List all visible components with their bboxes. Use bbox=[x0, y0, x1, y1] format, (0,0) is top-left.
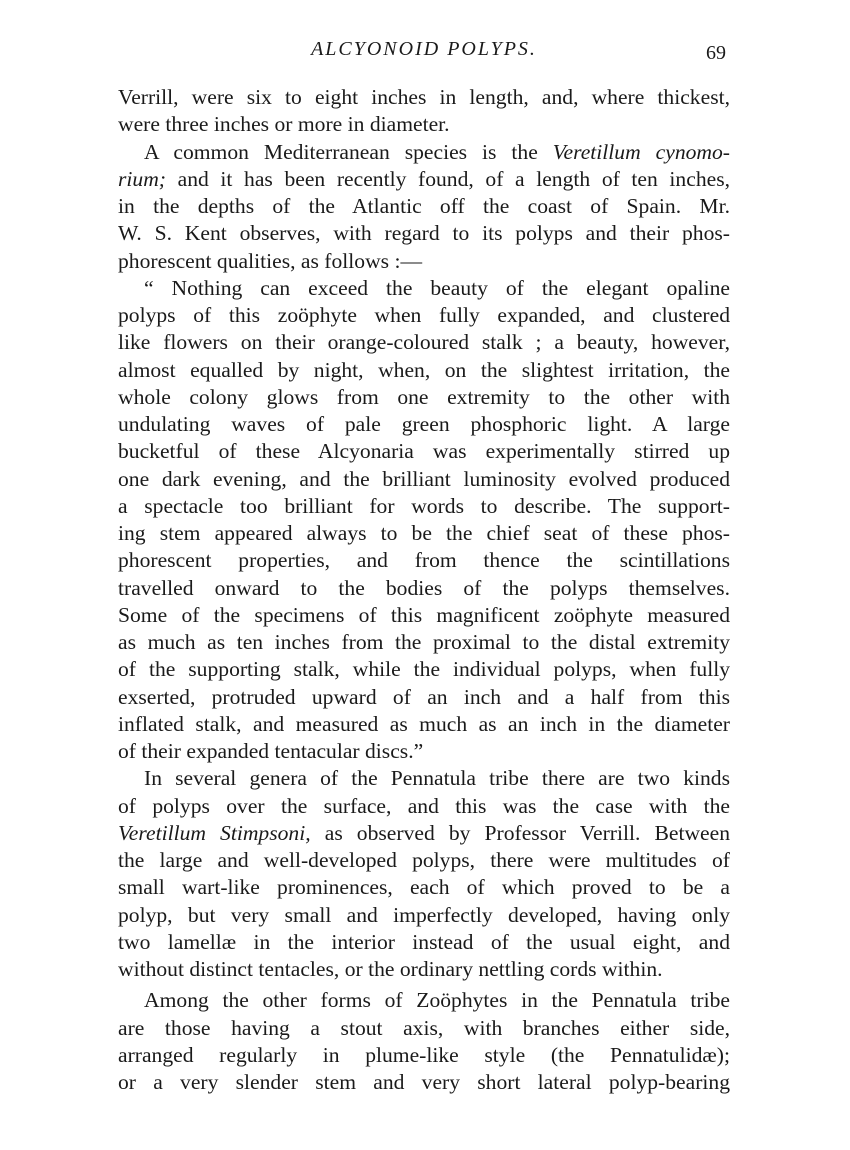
text-line bbox=[118, 139, 730, 166]
body-text bbox=[118, 84, 730, 1096]
text-segment: polyp, but very small and imperfectly developed, having only bbox=[118, 902, 730, 927]
text-segment: are those having a stout axis, with branches either side, bbox=[118, 1015, 730, 1040]
text-segment: like flowers on their orange-coloured stalk ; a beauty, however, bbox=[118, 330, 730, 355]
text-line bbox=[118, 765, 730, 792]
text-line bbox=[118, 438, 730, 465]
text-segment: ing stem appeared always to be the chief seat of these phos- bbox=[118, 521, 730, 545]
text-line bbox=[118, 602, 730, 629]
text-segment: as much as ten inches from the proximal to the distal extremity bbox=[118, 630, 730, 654]
text-segment: “ Nothing can exceed the beauty of the elegant opaline bbox=[144, 275, 730, 300]
text-line bbox=[118, 656, 730, 683]
text-line bbox=[118, 738, 730, 765]
text-segment: Among the other forms of Zoöphytes in the Pennatula tribe bbox=[144, 988, 730, 1013]
text-line bbox=[118, 575, 730, 602]
text-segment: travelled onward to the bodies of the polyps themselves. bbox=[118, 575, 730, 600]
text-line bbox=[118, 357, 730, 384]
text-line bbox=[118, 111, 730, 138]
text-segment: inflated stalk, and measured as much as an inch in the diameter bbox=[118, 711, 730, 736]
text-segment: phorescent qualities, as follows :— bbox=[118, 248, 423, 273]
page-header bbox=[118, 38, 730, 72]
text-line bbox=[118, 84, 730, 111]
text-segment: were three inches or more in diameter. bbox=[118, 112, 450, 137]
text-line bbox=[118, 684, 730, 711]
running-title: ALCYONOID POLYPS. bbox=[311, 38, 537, 60]
text-line bbox=[118, 956, 730, 983]
text-segment: as observed by Professor Verrill. Between bbox=[310, 820, 730, 845]
text-segment: a spectacle too brilliant for words to describe. The support- bbox=[118, 493, 730, 518]
text-segment: polyps of this zoöphyte when fully expanded, and clustered bbox=[118, 303, 730, 327]
text-line bbox=[118, 929, 730, 956]
text-line bbox=[118, 411, 730, 438]
text-segment: two lamellæ in the interior instead of the usual eight, and bbox=[118, 929, 730, 954]
text-line bbox=[118, 220, 730, 247]
text-segment: A common Mediterranean species is the bbox=[144, 139, 553, 164]
text-line bbox=[118, 874, 730, 901]
text-line bbox=[118, 1069, 730, 1096]
text-line bbox=[118, 384, 730, 411]
text-line bbox=[118, 520, 730, 547]
text-line bbox=[118, 275, 730, 302]
text-segment: whole colony glows from one extremity to the other with bbox=[118, 384, 730, 409]
text-line bbox=[118, 1015, 730, 1042]
text-line bbox=[118, 193, 730, 220]
text-line bbox=[118, 847, 730, 874]
text-segment: exserted, protruded upward of an inch and a half from this bbox=[118, 684, 730, 709]
text-line bbox=[118, 629, 730, 656]
text-line bbox=[118, 547, 730, 574]
text-line bbox=[118, 711, 730, 738]
text-segment: small wart-like prominences, each of which proved to be a bbox=[118, 875, 730, 900]
text-segment: bucketful of these Alcyonaria was experimentally stirred up bbox=[118, 439, 730, 464]
text-segment: Verrill, were six to eight inches in length, and, where thickest, bbox=[118, 85, 730, 109]
text-line bbox=[118, 329, 730, 356]
italic-text: rium; bbox=[118, 166, 166, 191]
text-segment: of their expanded tentacular discs.” bbox=[118, 739, 424, 763]
text-line bbox=[118, 793, 730, 820]
italic-text: Veretillum Stimpsoni, bbox=[118, 820, 311, 845]
text-segment: of the supporting stalk, while the individual polyps, when fully bbox=[118, 657, 730, 682]
text-segment: arranged regularly in plume-like style (the Pennatulidæ); bbox=[118, 1042, 730, 1067]
text-segment: undulating waves of pale green phosphoric light. A large bbox=[118, 412, 730, 436]
text-line bbox=[118, 166, 730, 193]
text-segment: of polyps over the surface, and this was the case with the bbox=[118, 793, 730, 818]
text-line bbox=[118, 493, 730, 520]
text-segment: or a very slender stem and very short lateral polyp-bearing bbox=[118, 1070, 730, 1094]
text-segment: almost equalled by night, when, on the slightest irritation, the bbox=[118, 357, 730, 382]
text-segment: one dark evening, and the brilliant luminosity evolved produced bbox=[118, 466, 730, 491]
text-line bbox=[118, 1042, 730, 1069]
text-line bbox=[118, 248, 730, 275]
text-line bbox=[118, 987, 730, 1014]
text-line bbox=[118, 466, 730, 493]
text-segment: without distinct tentacles, or the ordinary nettling cords within. bbox=[118, 957, 663, 981]
text-line bbox=[118, 820, 730, 847]
text-segment: in the depths of the Atlantic off the coast of Spain. Mr. bbox=[118, 194, 730, 218]
text-line bbox=[118, 902, 730, 929]
text-line bbox=[118, 302, 730, 329]
text-segment: and it has been recently found, of a length of ten inches, bbox=[166, 166, 730, 191]
text-segment: phorescent properties, and from thence the scintillations bbox=[118, 548, 730, 573]
text-segment: Some of the specimens of this magnificent zoöphyte measured bbox=[118, 602, 730, 627]
page-number: 69 bbox=[706, 42, 726, 64]
text-segment: the large and well-developed polyps, there were multitudes of bbox=[118, 848, 730, 872]
text-segment: W. S. Kent observes, with regard to its polyps and their phos- bbox=[118, 221, 730, 246]
text-segment: In several genera of the Pennatula tribe there are two kinds bbox=[144, 766, 730, 791]
italic-text: Veretillum cynomo- bbox=[552, 139, 730, 164]
